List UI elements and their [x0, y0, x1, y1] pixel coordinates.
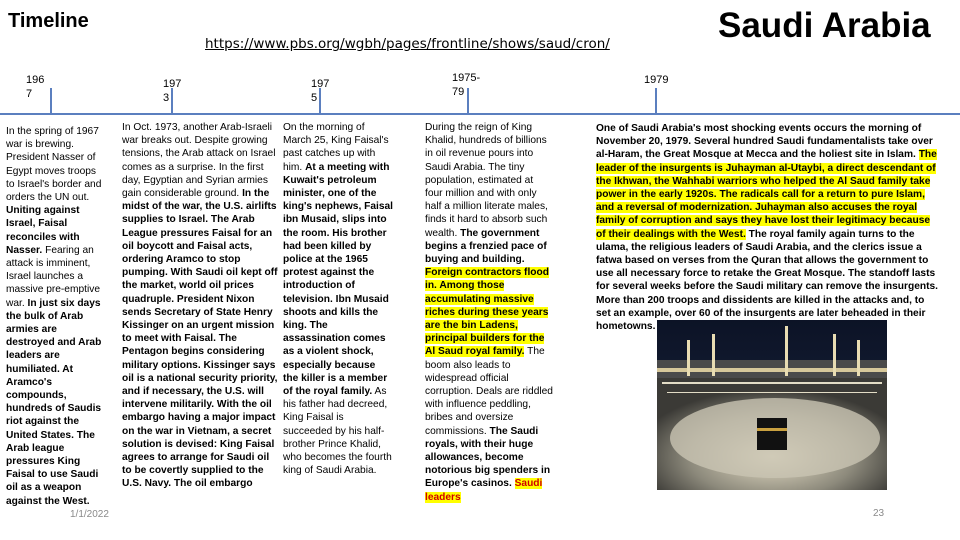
- text-segment: The boom also leads to widespread official corruption. Deals are riddled with influence peddling, bribes and oversize commissions.: [425, 346, 553, 437]
- text-segment: The government begins a frenzied pace of buying and building.: [425, 227, 547, 266]
- text-segment: The Saudi royals, with their huge allowances, become notorious big spenders in Europe's casinos.: [425, 425, 551, 490]
- timeline-tick: [655, 88, 657, 114]
- text-segment: In just six days the bulk of Arab armies are destroyed and Arab leaders are humiliated. At Aramco's compounds, hundreds of Saudis riot against the United States. The Arab league pressures King Faisal to use Saudi oil as a weapon against the West.: [6, 297, 102, 507]
- text-segment: Foreign contractors flood in. Among those accumulating massive riches during these years are the bin Ladens, principal builders for the Al Saud royal family.: [425, 267, 549, 358]
- text-segment: One of Saudi Arabia's most shocking events occurs the morning of November 20, 1979. Several hundred Saudi fundamentalists take over al-Haram, the Great Mosque at Mecca and the holiest site in Islam.: [596, 123, 933, 161]
- year-label: 196 7: [26, 74, 45, 100]
- page-number: 23: [873, 508, 885, 519]
- timeline-axis: [0, 113, 960, 115]
- text-segment: At a meeting with Kuwait's petroleum minister, one of the king's nephews, Faisal ibn Musaid, slips into the room. His brother had been killed by police at the 1965 protest against the introduction of television. Ibn Musaid shoots and kills the king. The assassination comes as a violent shock, especially because the killer is a member of the royal family.: [283, 161, 393, 398]
- text-segment: As his father had decreed, King Faisal is succeeded by his half-brother Prince Khalid, who becomes the fourth king of Saudi Arabia.: [283, 386, 392, 477]
- year-label: 1975- 79: [452, 72, 481, 98]
- event-1973-text: [122, 121, 278, 491]
- event-1975-79-text: [425, 121, 553, 504]
- text-segment: Uniting against Israel, Faisal reconciles with Nasser.: [6, 205, 80, 256]
- event-1967-text: [6, 125, 104, 508]
- text-segment: In the midst of the war, the U.S. airlifts supplies to Israel. The Arab League pressures Faisal for an oil boycott and Faisal acts, ordering Aramco to stop pumping. With Saudi oil kept off the market, world oil prices quadruple. President Nixon sends Secretary of State Henry Kissinger on an urgent mission to meet with Faisal. The Pentagon begins considering military options. Kissinger says oil is a national security priority, and if necessary, the U.S. will intervene militarily. With the oil embargo having a major impact on the war in Vietnam, a secret solution is devised: King Faisal agrees to arrange for Saudi oil to be covertly supplied to the U.S. Navy. The oil embargo: [122, 188, 278, 490]
- text-segment: On the morning of March 25, King Faisal's past catches up with him.: [283, 122, 389, 173]
- year-label: 197 5: [311, 78, 330, 104]
- year-label: 197 3: [163, 78, 182, 104]
- source-link[interactable]: https://www.pbs.org/wgbh/pages/frontline/shows/saud/cron/: [205, 36, 610, 52]
- slide-title: Saudi Arabia: [718, 6, 931, 45]
- timeline-tick: [50, 88, 52, 114]
- text-segment: In Oct. 1973, another Arab-Israeli war breaks out. Despite growing tensions, the Arab attack on Israel comes as a surprise. In the first day, Egyptian and Syrian armies gain considerable ground.: [122, 122, 276, 200]
- year-label: 1979: [644, 74, 669, 86]
- great-mosque-photo: [657, 320, 887, 490]
- event-1979-text: [596, 122, 938, 333]
- text-segment: Fearing an attack is imminent, Israel launches a massive pre-emptive war.: [6, 244, 100, 309]
- text-segment: Saudi leaders: [425, 478, 543, 503]
- text-segment: During the reign of King Khalid, hundreds of billions in oil revenue pours into Saudi Arabia. The tiny population, estimated at four million and with only half a million literate males, finds it hard to absorb such wealth.: [425, 122, 548, 239]
- text-segment: The leader of the insurgents is Juhayman al-Utaybi, a direct descendant of the Ikhwan, the Wahhabi warriors who helped the Al Saud family take power in the early 1920s. The radicals call for a return to pure Islam, and a reversal of modernization. Juhayman also accuses the royal family of corruption and says they have lost their legitimacy because of their dealings with the West.: [596, 149, 937, 240]
- event-1975-text: [283, 121, 393, 477]
- text-segment: In the spring of 1967 war is brewing. President Nasser of Egypt moves troops to Israel's border and orders the UN out.: [6, 126, 102, 204]
- text-segment: The royal family again turns to the ulama, the religious leaders of Saudi Arabia, and the clerics issue a fatwa based on verses from the Quran that allows the government to use all necessary force to retake the Great Mosque. The standoff lasts for several weeks before the Saudi military can remove the insurgents. More than 200 troops and dissidents are killed in the attacks and, to set an example, over 60 of the insurgents are later beheaded in their hometowns.: [596, 228, 938, 333]
- timeline-heading: Timeline: [8, 10, 89, 32]
- slide-date: 1/1/2022: [70, 509, 109, 520]
